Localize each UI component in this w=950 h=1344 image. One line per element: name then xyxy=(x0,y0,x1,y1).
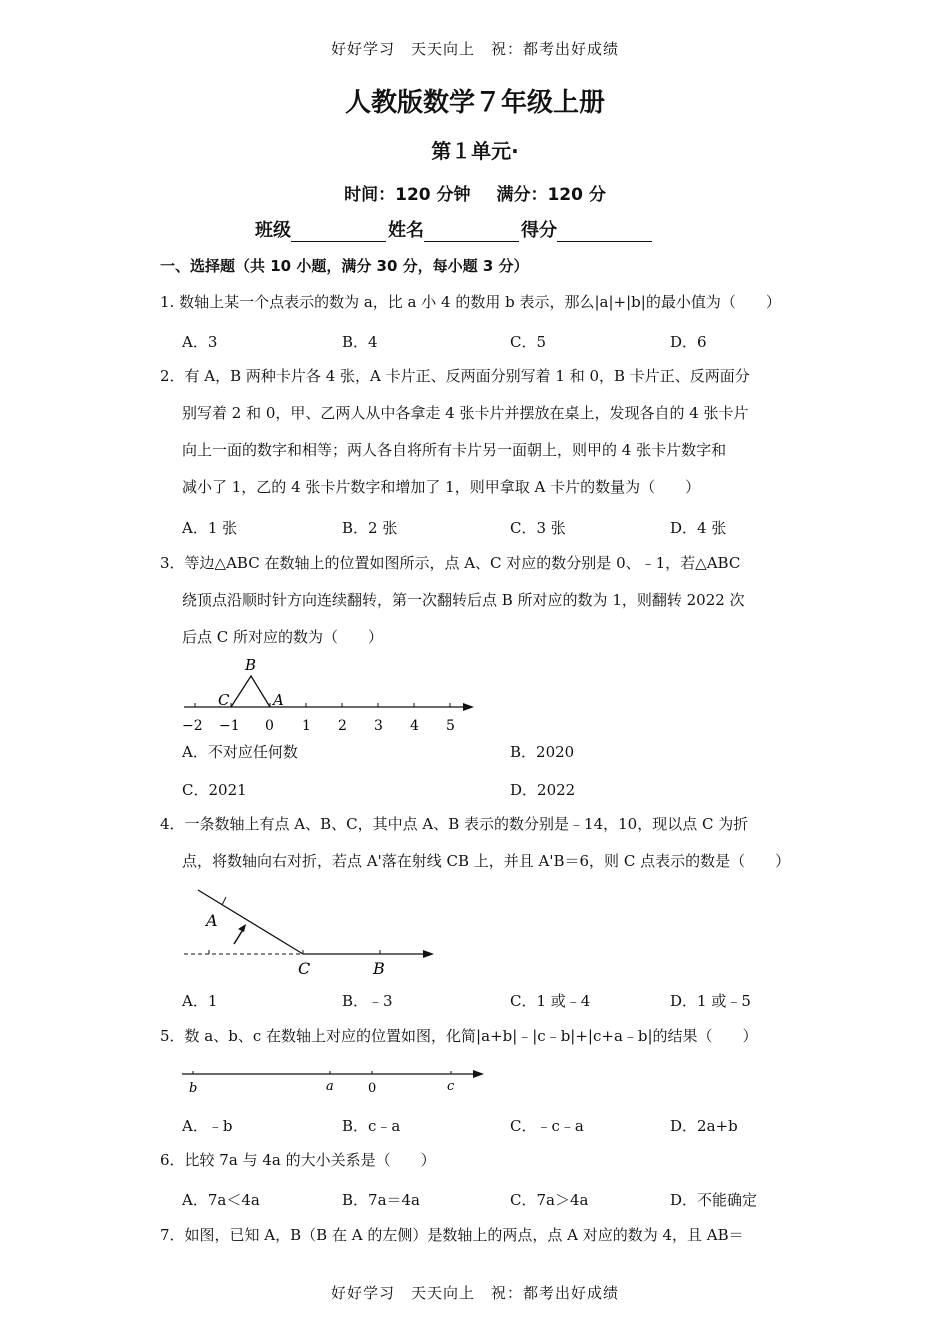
tick-label: 0 xyxy=(265,718,274,734)
option-d: D．4 张 xyxy=(670,519,727,537)
section-heading: 一、选择题（共 10 小题，满分 30 分，每小题 3 分） xyxy=(160,257,529,275)
question-line: 向上一面的数字和相等；两人各自将所有卡片另一面朝上，则甲的 4 张卡片数字和 xyxy=(182,441,727,459)
vertex-b-label: B xyxy=(245,656,257,674)
option-c: C．2021 xyxy=(182,781,247,799)
triangle-number-line-figure xyxy=(176,652,486,737)
point-b-label: b xyxy=(189,1081,198,1096)
option-c: C．﹣c﹣a xyxy=(510,1117,584,1135)
option-a: A．3 xyxy=(182,333,218,351)
question-line: 减小了 1，乙的 4 张卡片数字和增加了 1，则甲拿取 A 卡片的数量为（ ） xyxy=(182,478,701,496)
question-stem: 7．如图，已知 A，B（B 在 A 的左侧）是数轴上的两点，点 A 对应的数为 4，且 AB＝ xyxy=(160,1226,744,1244)
question-7 xyxy=(160,1217,792,1254)
question-stem: 5．数 a、b、c 在数轴上对应的位置如图，化简|a+b|﹣|c﹣b|+|c+a﹣b|的结果（ ） xyxy=(160,1027,758,1045)
question-5 xyxy=(160,1018,792,1055)
option-d: D．1 或﹣5 xyxy=(670,992,751,1010)
option-b: B．c﹣a xyxy=(342,1117,401,1135)
option-a: A．7a＜4a xyxy=(182,1191,260,1209)
option-d: D．不能确定 xyxy=(670,1191,758,1209)
option-c: C．7a＞4a xyxy=(510,1191,589,1209)
question-line: 2．有 A，B 两种卡片各 4 张，A 卡片正、反两面分别写着 1 和 0，B 卡片正、反两面分 xyxy=(160,367,750,385)
question-6 xyxy=(160,1142,792,1179)
point-c-label: C xyxy=(298,959,311,978)
origin-label: 0 xyxy=(368,1081,377,1096)
option-a: A．1 张 xyxy=(182,519,238,537)
option-a: A．﹣b xyxy=(182,1117,233,1135)
page-header: 好好学习 天天向上 祝：都考出好成绩 xyxy=(330,40,619,58)
tick-label: 5 xyxy=(446,718,455,734)
tick-label: −2 xyxy=(182,718,203,734)
score-field-label: 得分 xyxy=(521,220,557,241)
option-b: B．﹣3 xyxy=(342,992,393,1010)
exam-info xyxy=(0,180,950,205)
tick-label: 1 xyxy=(302,718,311,734)
vertex-c-label: C xyxy=(218,691,230,709)
abc-number-line-figure xyxy=(176,1062,496,1102)
name-blank xyxy=(424,225,519,242)
question-line: 后点 C 所对应的数为（ ） xyxy=(182,628,384,646)
student-info-line xyxy=(255,216,654,242)
question-line: 绕顶点沿顺时针方向连续翻转，第一次翻转后点 B 所对应的数为 1，则翻转 2022 次 xyxy=(182,591,745,609)
question-3 xyxy=(160,545,792,656)
vertex-a-label: A xyxy=(273,691,284,709)
point-c-label: c xyxy=(447,1079,455,1094)
option-d: D．6 xyxy=(670,333,707,351)
question-stem: 6．比较 7a 与 4a 的大小关系是（ ） xyxy=(160,1151,436,1169)
name-label: 姓名 xyxy=(388,220,424,241)
question-line: 3．等边△ABC 在数轴上的位置如图所示，点 A、C 对应的数分别是 0、﹣1，若△ABC xyxy=(160,554,741,572)
option-b: B．4 xyxy=(342,333,378,351)
point-a-label: a xyxy=(326,1079,334,1094)
question-4 xyxy=(160,806,792,880)
question-line: 4．一条数轴上有点 A、B、C，其中点 A、B 表示的数分别是﹣14，10，现以点 C 为折 xyxy=(160,815,749,833)
option-b: B．2020 xyxy=(510,743,575,761)
time-label: 时间：120 分钟 xyxy=(344,185,471,205)
option-a: A．1 xyxy=(182,992,218,1010)
question-line: 点，将数轴向右对折，若点 A'落在射线 CB 上，并且 A'B＝6，则 C 点表示的数是（ ） xyxy=(182,852,791,870)
tick-label: 4 xyxy=(410,718,419,734)
tick-label: 2 xyxy=(338,718,347,734)
tick-label: −1 xyxy=(219,718,240,734)
option-c: C．5 xyxy=(510,333,547,351)
folding-number-line-figure xyxy=(176,882,446,982)
class-blank xyxy=(291,225,386,242)
score-label: 满分：120 分 xyxy=(496,185,606,205)
question-line: 别写着 2 和 0，甲、乙两人从中各拿走 4 张卡片并摆放在桌上，发现各自的 4 张卡片 xyxy=(182,404,749,422)
option-c: C．1 或﹣4 xyxy=(510,992,591,1010)
tick-label: 3 xyxy=(374,718,383,734)
score-blank xyxy=(557,225,652,242)
question-1 xyxy=(160,284,792,321)
page-title: 人教版数学７年级上册 xyxy=(344,88,605,118)
page-footer: 好好学习 天天向上 祝：都考出好成绩 xyxy=(330,1284,619,1302)
option-b: B．2 张 xyxy=(342,519,398,537)
point-a-label: A xyxy=(206,911,218,930)
question-stem: 1. 数轴上某一个点表示的数为 a，比 a 小 4 的数用 b 表示，那么|a|+|b|的最小值为（ ） xyxy=(160,293,781,311)
class-label: 班级 xyxy=(255,220,291,241)
point-b-label: B xyxy=(373,959,385,978)
unit-title: 第１单元· xyxy=(431,139,519,163)
option-b: B．7a＝4a xyxy=(342,1191,420,1209)
option-a: A．不对应任何数 xyxy=(182,743,298,761)
option-d: D．2022 xyxy=(510,781,576,799)
option-d: D．2a+b xyxy=(670,1117,738,1135)
question-2 xyxy=(160,358,792,506)
option-c: C．3 张 xyxy=(510,519,566,537)
